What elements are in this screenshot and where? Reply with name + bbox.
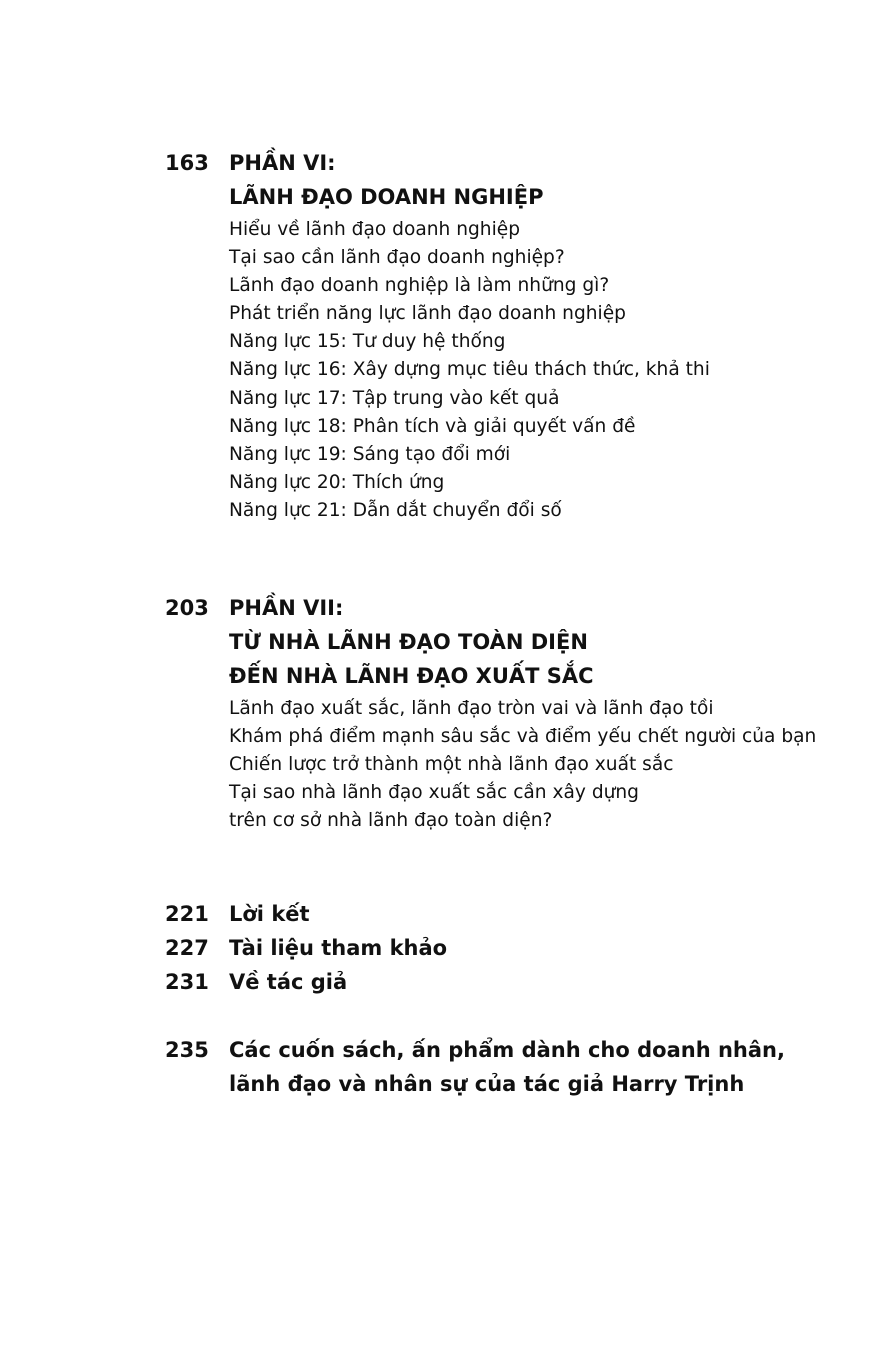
list-item: Tại sao cần lãnh đạo doanh nghiệp? bbox=[229, 247, 565, 269]
list-item: Năng lực 17: Tập trung vào kết quả bbox=[229, 387, 560, 409]
page-number: 221 bbox=[165, 902, 209, 926]
page-number: 163 bbox=[165, 151, 209, 175]
list-item: Tại sao nhà lãnh đạo xuất sắc cần xây dựng bbox=[229, 782, 639, 804]
section-title: PHẦN VI: bbox=[229, 151, 336, 175]
list-item: Phát triển năng lực lãnh đạo doanh nghiệp bbox=[229, 303, 626, 325]
list-item: Năng lực 19: Sáng tạo đổi mới bbox=[229, 443, 511, 465]
list-item: Năng lực 16: Xây dựng mục tiêu thách thức, khả thi bbox=[229, 359, 710, 381]
list-item: trên cơ sở nhà lãnh đạo toàn diện? bbox=[229, 810, 553, 832]
section-title: Về tác giả bbox=[229, 970, 348, 994]
section-title: Các cuốn sách, ấn phẩm dành cho doanh nhân, bbox=[229, 1038, 785, 1062]
section-title: PHẦN VII: bbox=[229, 596, 344, 620]
page-number: 227 bbox=[165, 936, 209, 960]
list-item: Khám phá điểm mạnh sâu sắc và điểm yếu chết người của bạn bbox=[229, 726, 817, 748]
list-item: Lãnh đạo doanh nghiệp là làm những gì? bbox=[229, 275, 610, 297]
section-title: LÃNH ĐẠO DOANH NGHIỆP bbox=[229, 185, 544, 209]
subitem-list bbox=[229, 216, 849, 525]
list-item: Năng lực 18: Phân tích và giải quyết vấn đề bbox=[229, 415, 636, 437]
list-item: Chiến lược trở thành một nhà lãnh đạo xuất sắc bbox=[229, 754, 674, 776]
entry-content bbox=[229, 897, 849, 931]
entry-content bbox=[229, 591, 849, 835]
list-item: Năng lực 21: Dẫn dắt chuyển đổi số bbox=[229, 499, 562, 521]
list-item: Lãnh đạo xuất sắc, lãnh đạo tròn vai và lãnh đạo tồi bbox=[229, 698, 714, 719]
page-number: 203 bbox=[165, 596, 209, 620]
entry-content bbox=[229, 931, 849, 965]
list-item: Hiểu về lãnh đạo doanh nghiệp bbox=[229, 219, 520, 240]
entry-content bbox=[229, 146, 849, 525]
section-title: Lời kết bbox=[229, 902, 310, 926]
list-item: Năng lực 20: Thích ứng bbox=[229, 471, 445, 493]
page-number: 235 bbox=[165, 1038, 209, 1062]
entry-content bbox=[229, 965, 849, 999]
subitem-list bbox=[229, 695, 849, 835]
list-item: Năng lực 15: Tư duy hệ thống bbox=[229, 331, 506, 353]
section-title: Tài liệu tham khảo bbox=[229, 936, 448, 960]
section-title: lãnh đạo và nhân sự của tác giả Harry Trịnh bbox=[229, 1072, 745, 1096]
section-title: TỪ NHÀ LÃNH ĐẠO TOÀN DIỆN bbox=[229, 630, 588, 654]
section-title: ĐẾN NHÀ LÃNH ĐẠO XUẤT SẮC bbox=[229, 664, 594, 688]
page-number: 231 bbox=[165, 970, 209, 994]
entry-content bbox=[229, 1033, 849, 1101]
